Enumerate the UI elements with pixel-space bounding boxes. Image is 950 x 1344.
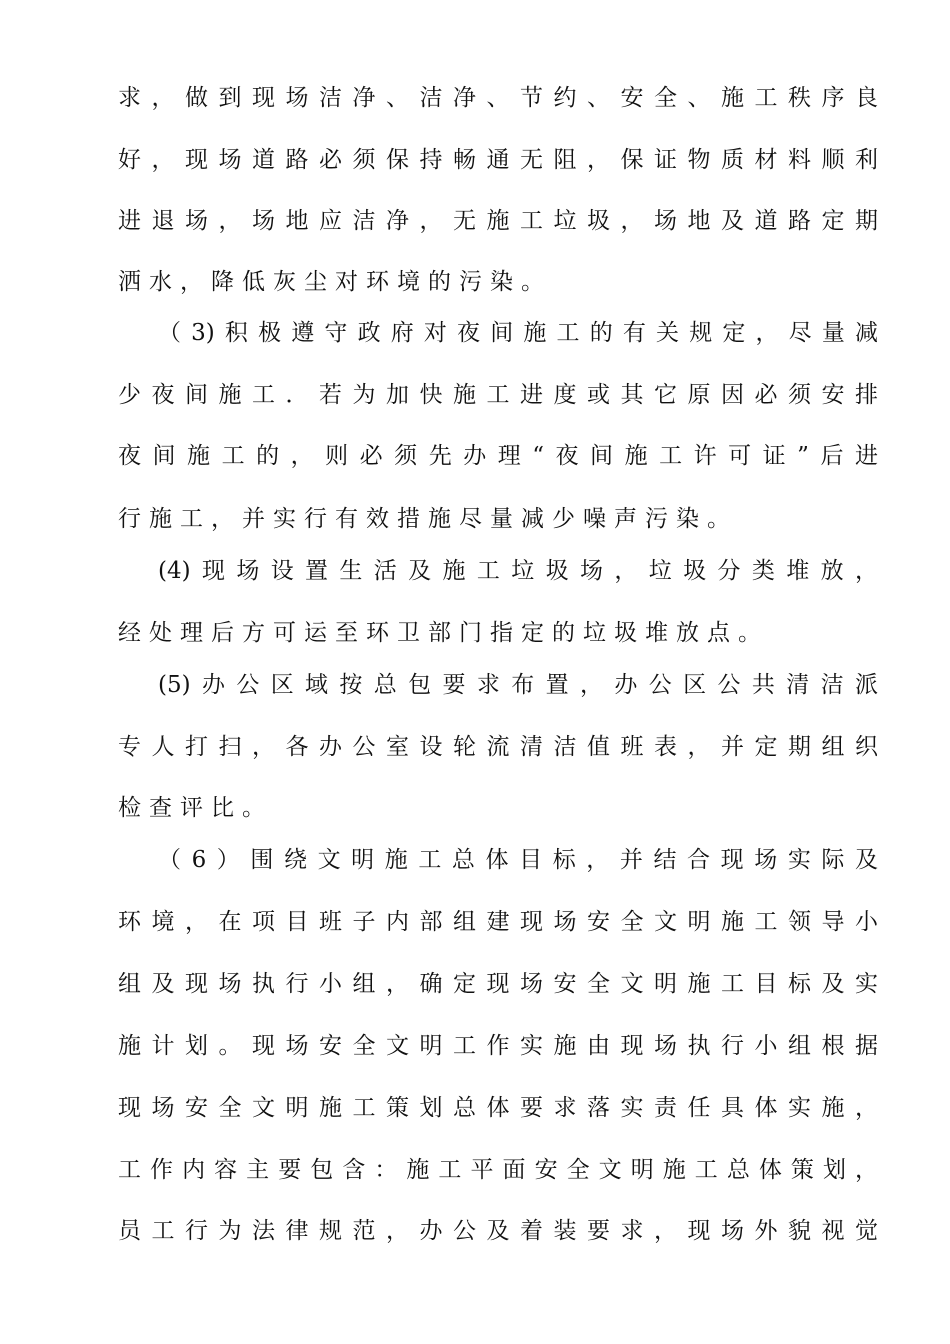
text-line-10: 经处理后方可运至环卫部门指定的垃圾堆放点。 xyxy=(118,620,769,646)
text-line-20: 员工行为法律规范，办公及着装要求，现场外貌视觉 xyxy=(118,1218,878,1244)
text-line-17: 施计划。现场安全文明工作实施由现场执行小组根据 xyxy=(118,1033,878,1059)
text-line-18: 现场安全文明施工策划总体要求落实责任具体实施， xyxy=(118,1095,878,1121)
text-line-7: 夜间施工的，则必须先办理“夜间施工许可证”后进 xyxy=(118,443,878,469)
text-line-3: 进退场，场地应洁净，无施工垃圾，场地及道路定期 xyxy=(118,208,878,234)
text-line-13: 检查评比。 xyxy=(118,795,273,821)
text-line-16: 组及现场执行小组，确定现场安全文明施工目标及实 xyxy=(118,971,878,997)
text-line-9: (4)现场设置生活及施工垃圾场，垃圾分类堆放， xyxy=(158,558,878,584)
text-line-15: 环境，在项目班子内部组建现场安全文明施工领导小 xyxy=(118,909,878,935)
text-line-19: 工作内容主要包含：施工平面安全文明施工总体策划， xyxy=(118,1157,878,1183)
text-line-2: 好，现场道路必须保持畅通无阻，保证物质材料顺利 xyxy=(118,147,878,173)
text-line-5: （3)积极遵守政府对夜间施工的有关规定，尽量减 xyxy=(158,320,878,346)
text-line-11: (5)办公区域按总包要求布置，办公区公共清洁派 xyxy=(158,672,878,698)
text-line-8: 行施工，并实行有效措施尽量减少噪声污染。 xyxy=(118,506,738,532)
text-line-4: 洒水，降低灰尘对环境的污染。 xyxy=(118,269,552,295)
text-line-1: 求，做到现场洁净、洁净、节约、安全、施工秩序良 xyxy=(118,85,878,111)
text-line-12: 专人打扫，各办公室设轮流清洁值班表，并定期组织 xyxy=(118,734,878,760)
text-line-6: 少夜间施工．若为加快施工进度或其它原因必须安排 xyxy=(118,382,878,408)
text-line-14: （6）围绕文明施工总体目标，并结合现场实际及 xyxy=(158,847,878,873)
